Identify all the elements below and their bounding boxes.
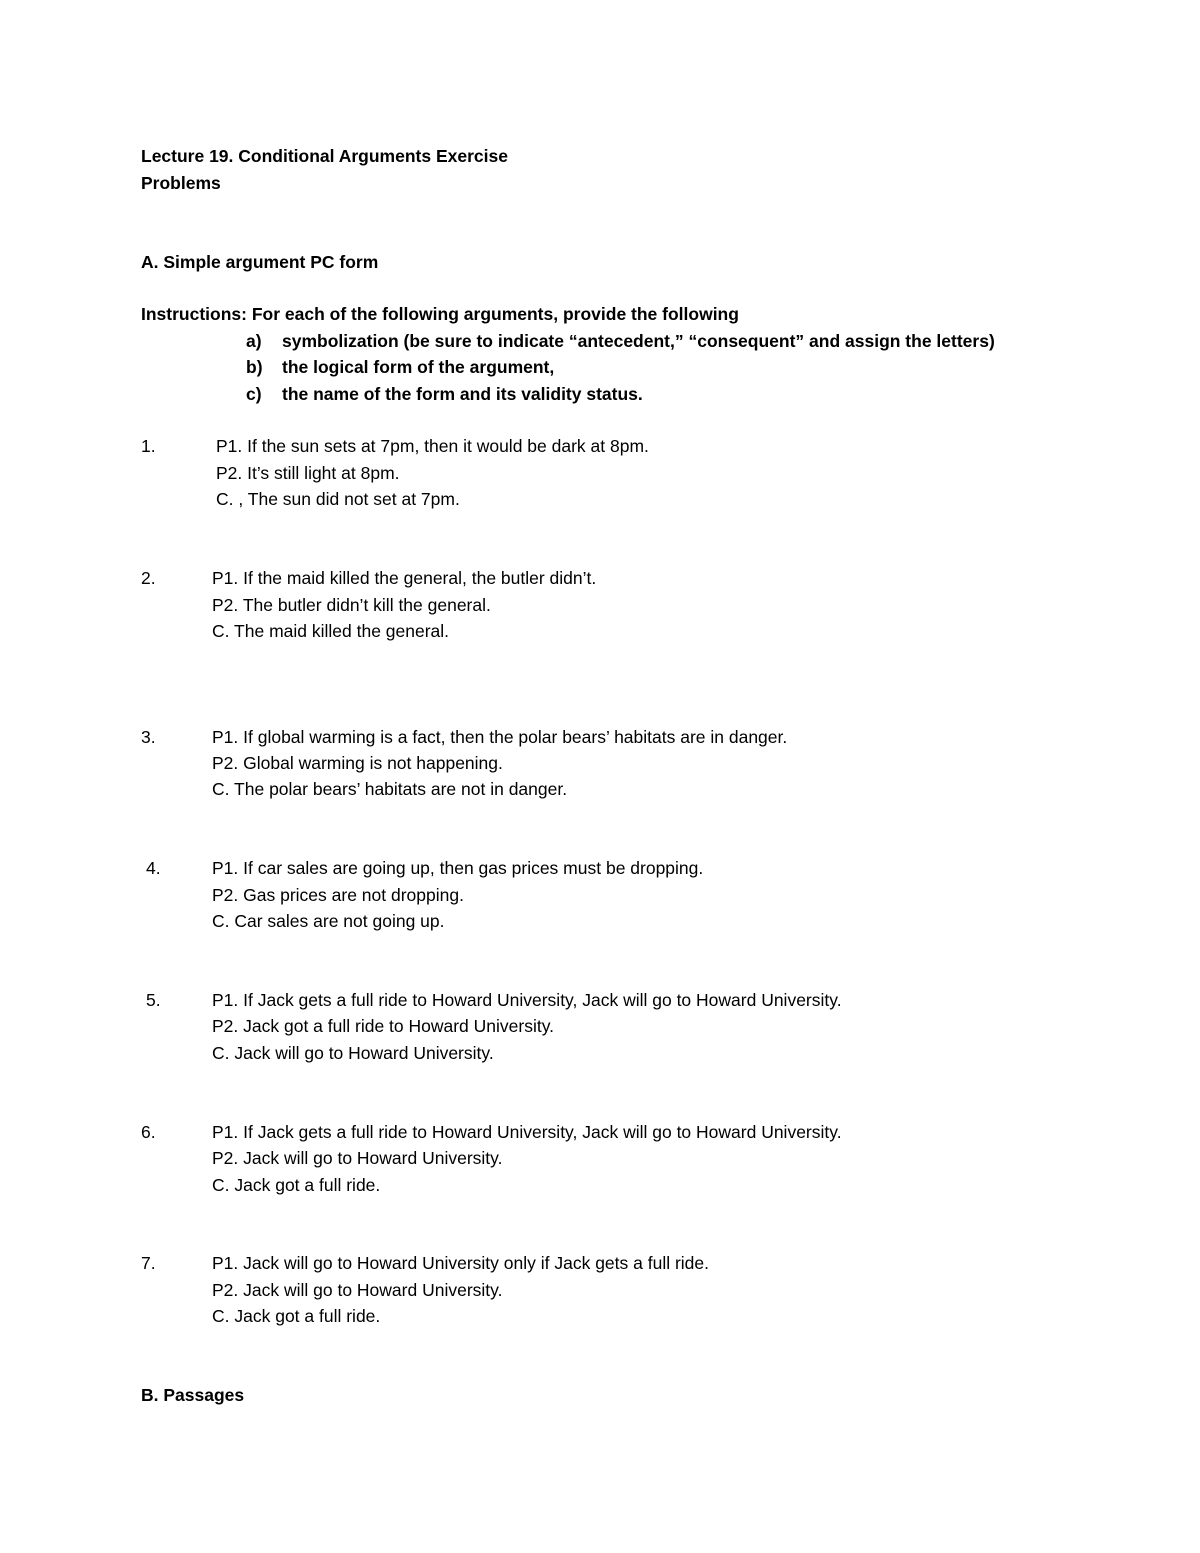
problem-premise-2: P2. Gas prices are not dropping.: [212, 885, 464, 905]
document-title: Lecture 19. Conditional Arguments Exercise: [141, 146, 508, 166]
problem-premise-2: P2. Jack got a full ride to Howard University.: [212, 1016, 555, 1036]
problem-premise-2: P2. Global warming is not happening.: [212, 753, 503, 773]
instruction-item: symbolization (be sure to indicate “antecedent,” “consequent” and assign the letters): [282, 331, 995, 351]
problem-premise-1: P1. If Jack gets a full ride to Howard University, Jack will go to Howard University.: [212, 990, 842, 1010]
problem-conclusion: C. The polar bears’ habitats are not in danger.: [212, 779, 568, 799]
instruction-marker: b): [246, 357, 263, 377]
problem-number: 7.: [141, 1253, 156, 1273]
problem-number: 5.: [146, 990, 161, 1010]
instruction-item: the name of the form and its validity status.: [282, 384, 643, 404]
problem-conclusion: C. Jack will go to Howard University.: [212, 1043, 494, 1063]
problem-premise-1: P1. Jack will go to Howard University only if Jack gets a full ride.: [212, 1253, 709, 1273]
problem-conclusion: C. The maid killed the general.: [212, 621, 450, 641]
instruction-marker: a): [246, 331, 262, 351]
problem-number: 6.: [141, 1122, 156, 1142]
problem-premise-1: P1. If Jack gets a full ride to Howard University, Jack will go to Howard University.: [212, 1122, 842, 1142]
instruction-marker: c): [246, 384, 262, 404]
problem-premise-2: P2. The butler didn’t kill the general.: [212, 595, 491, 615]
section-a-heading: A. Simple argument PC form: [141, 252, 379, 272]
problem-number: 3.: [141, 727, 156, 747]
section-b-heading: B. Passages: [141, 1385, 245, 1405]
problem-premise-1: P1. If car sales are going up, then gas prices must be dropping.: [212, 858, 704, 878]
problem-premise-1: P1. If the maid killed the general, the butler didn’t.: [212, 568, 597, 588]
problem-premise-2: P2. Jack will go to Howard University.: [212, 1280, 503, 1300]
problem-premise-2: P2. It’s still light at 8pm.: [216, 463, 400, 483]
problem-conclusion: C. , The sun did not set at 7pm.: [216, 489, 460, 509]
problem-number: 1.: [141, 436, 156, 456]
instruction-item: the logical form of the argument,: [282, 357, 555, 377]
problem-premise-2: P2. Jack will go to Howard University.: [212, 1148, 503, 1168]
problem-conclusion: C. Jack got a full ride.: [212, 1306, 381, 1326]
problem-conclusion: C. Jack got a full ride.: [212, 1175, 381, 1195]
problem-premise-1: P1. If global warming is a fact, then the polar bears’ habitats are in danger.: [212, 727, 788, 747]
document-subtitle: Problems: [141, 173, 221, 193]
instructions-text: Instructions: For each of the following arguments, provide the following: [141, 304, 739, 324]
problem-premise-1: P1. If the sun sets at 7pm, then it would be dark at 8pm.: [216, 436, 649, 456]
problem-number: 2.: [141, 568, 156, 588]
problem-number: 4.: [146, 858, 161, 878]
problem-conclusion: C. Car sales are not going up.: [212, 911, 445, 931]
